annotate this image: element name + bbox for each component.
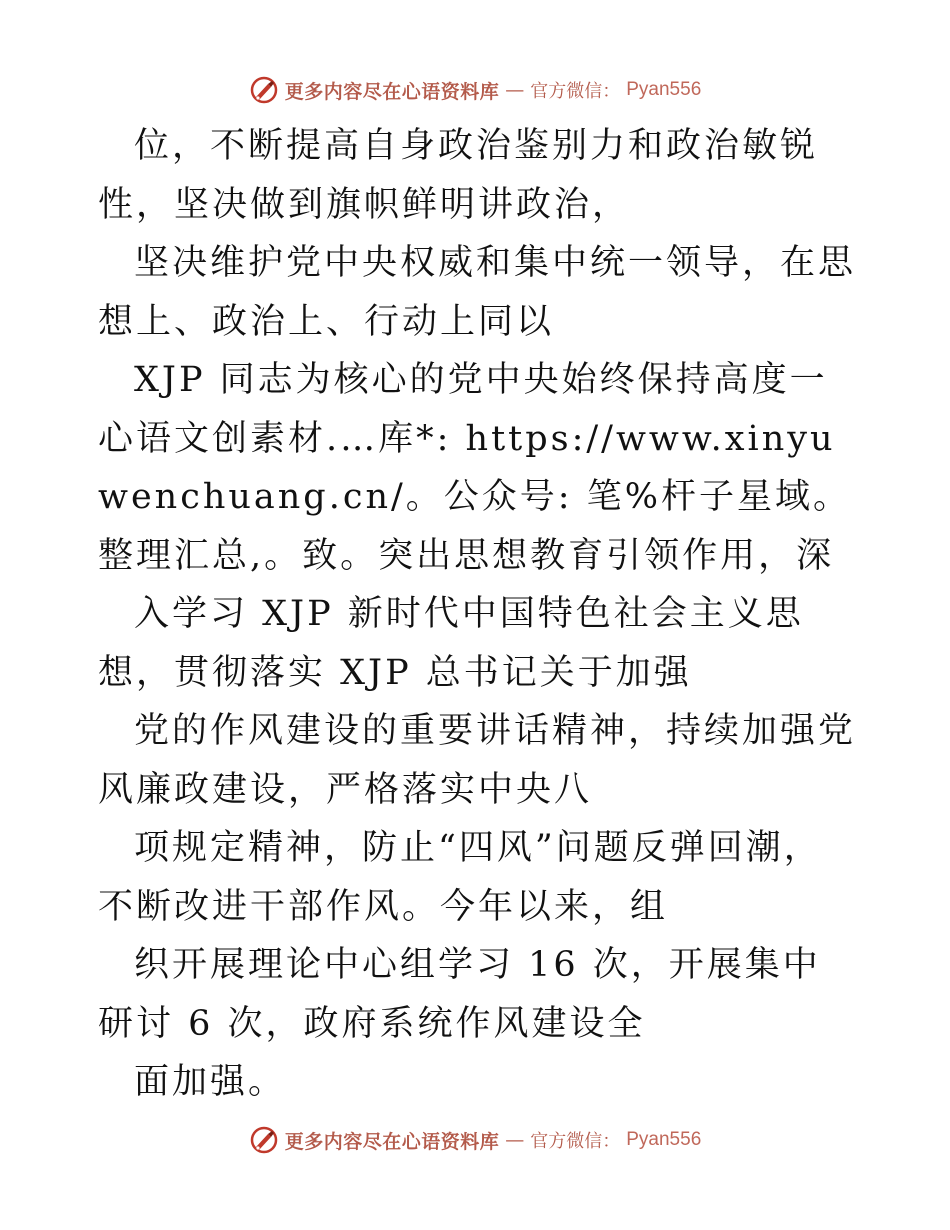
banner-wechat-id: Pyan556 bbox=[626, 1129, 702, 1150]
footer-banner bbox=[0, 1120, 950, 1160]
banner-separator: — bbox=[505, 79, 525, 101]
banner-wechat-id: Pyan556 bbox=[626, 79, 702, 100]
header-banner bbox=[0, 70, 950, 110]
paragraph: 项规定精神，防止“四风”问题反弹回潮，不断改进干部作风。今年以来，组 bbox=[98, 828, 822, 927]
banner-wechat-label: 官方微信： bbox=[530, 81, 621, 102]
document-body bbox=[98, 117, 858, 1112]
paragraph: 织开展理论中心组学习 16 次，开展集中研讨 6 次，政府系统作风建设全 bbox=[98, 945, 821, 1044]
paragraph: 入学习 XJP 新时代中国特色社会主义思想，贯彻落实 XJP 总书记关于加强 bbox=[98, 594, 804, 693]
paragraph: XJP 同志为核心的党中央始终保持高度一心语文创素材.…库*: https://www.xinyuwenchuang.cn/。公众号: 笔%杆子星域。整理汇总,。致。突出思想教育引领作用，深 bbox=[98, 360, 851, 576]
banner-wechat-label: 官方微信： bbox=[530, 1131, 621, 1152]
paragraph: 坚决维护党中央权威和集中统一领导，在思想上、政治上、行动上同以 bbox=[98, 243, 857, 342]
pen-logo-icon bbox=[249, 1125, 279, 1155]
paragraph: 党的作风建设的重要讲话精神，持续加强党风廉政建设，严格落实中央八 bbox=[98, 711, 857, 810]
banner-separator: — bbox=[505, 1129, 525, 1151]
pen-logo-icon bbox=[249, 75, 279, 105]
paragraph: 位，不断提高自身政治鉴别力和政治敏锐性，坚决做到旗帜鲜明讲政治， bbox=[98, 126, 819, 225]
paragraph: 面加强。 bbox=[134, 1062, 287, 1102]
banner-main-text: 更多内容尽在心语资料库 bbox=[284, 80, 500, 103]
banner-main-text: 更多内容尽在心语资料库 bbox=[284, 1130, 500, 1153]
